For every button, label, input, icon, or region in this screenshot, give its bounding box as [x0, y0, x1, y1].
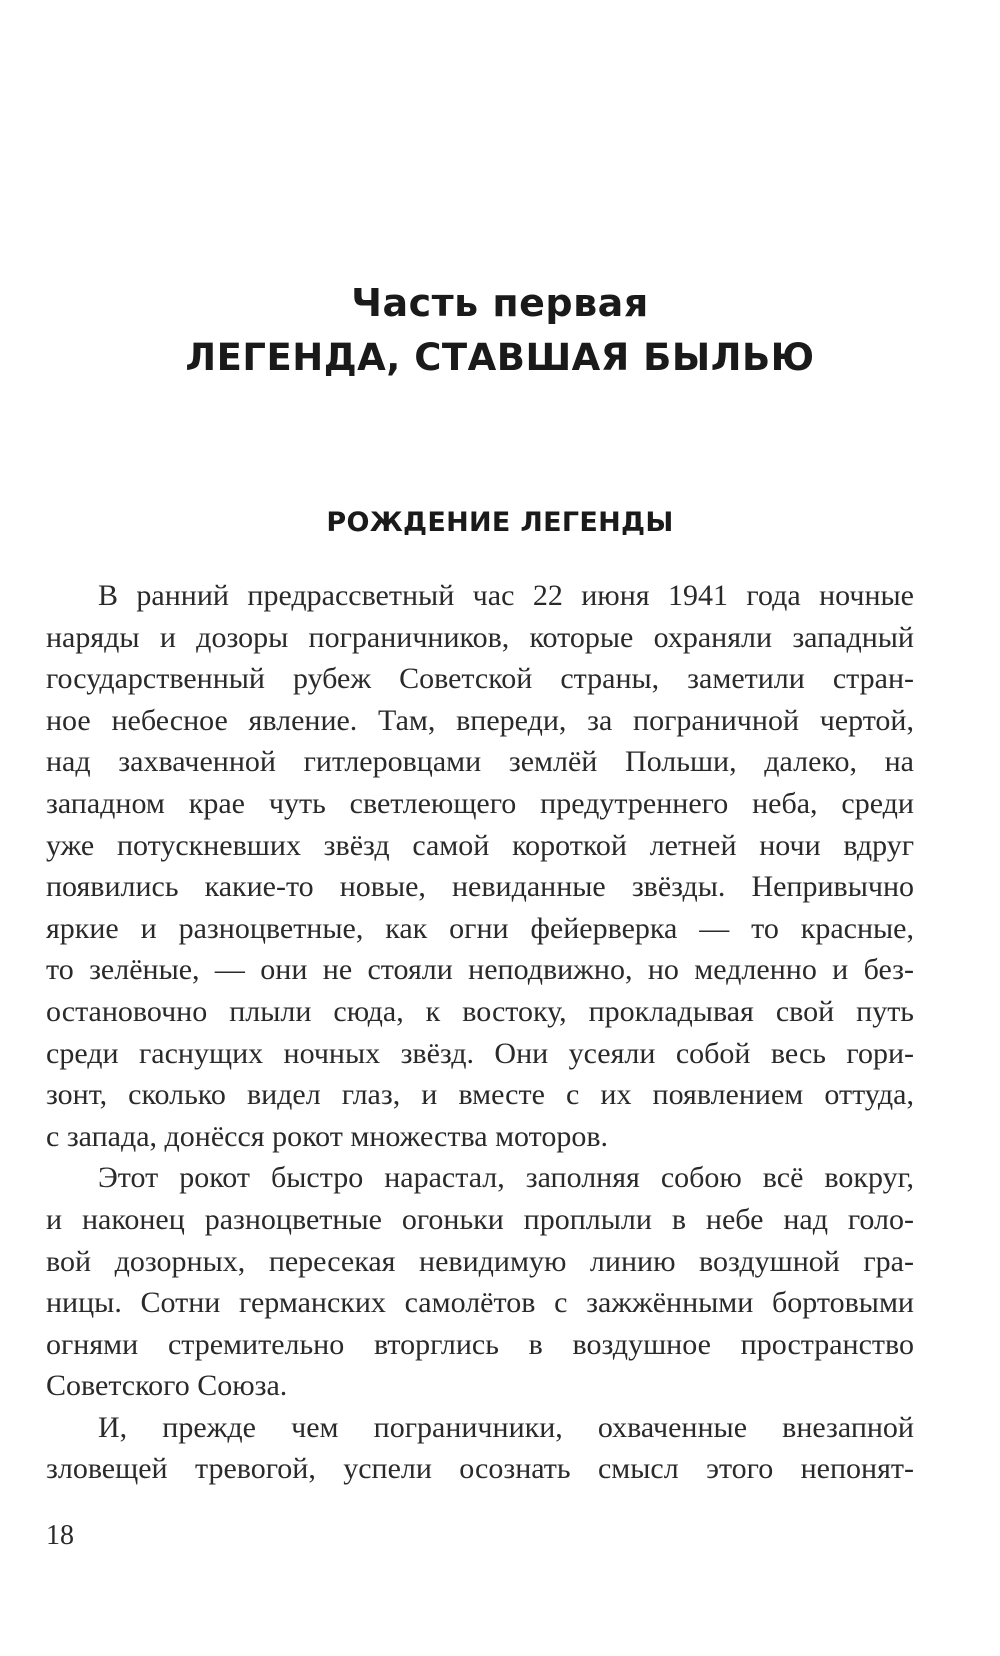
text-line: остановочно плыли сюда, к востоку, прокладывая свой путь — [46, 994, 914, 1028]
text-line: В ранний предрассветный час 22 июня 1941 года ночные — [98, 579, 914, 612]
text-line: ницы. Сотни германских самолётов с зажжёнными бортовыми — [46, 1286, 914, 1320]
text-line: вой дозорных, пересекая невидимую линию воздушной гра- — [46, 1244, 914, 1278]
text-line: появились какие-то новые, невиданные звёзды. Непривычно — [46, 870, 914, 904]
text-line: наряды и дозоры пограничников, которые охраняли западный — [46, 620, 914, 654]
text-line: и наконец разноцветные огоньки проплыли в небе над голо- — [46, 1202, 914, 1236]
text-line: Советского Союза. — [46, 1369, 288, 1403]
text-line: зловещей тревогой, успели осознать смысл этого непонят- — [46, 1452, 914, 1486]
text-line: зонт, сколько видел глаз, и вместе с их появлением оттуда, — [46, 1078, 914, 1112]
text-line: над захваченной гитлеровцами землёй Польши, далеко, на — [46, 745, 914, 779]
text-line: огнями стремительно вторглись в воздушное пространство — [46, 1327, 914, 1361]
text-line: государственный рубеж Советской страны, заметили стран- — [46, 662, 914, 696]
text-line: среди гаснущих ночных звёзд. Они усеяли собой весь гори- — [46, 1036, 914, 1070]
body-text — [46, 575, 914, 1490]
text-line: уже потускневших звёзд самой короткой летней ночи вдруг — [46, 828, 914, 862]
text-line: Этот рокот быстро нарастал, заполняя собою всё вокруг, — [98, 1161, 914, 1195]
part-label: Часть первая — [351, 281, 649, 325]
text-line: яркие и разноцветные, как огни фейерверка — то красные, — [46, 911, 914, 945]
text-line: западном крае чуть светлеющего предутреннего неба, среди — [46, 786, 914, 820]
text-line: то зелёные, — они не стояли неподвижно, но медленно и без- — [46, 953, 914, 987]
text-line: с запада, донёсся рокот множества моторов. — [46, 1119, 609, 1153]
text-line: ное небесное явление. Там, впереди, за пограничной чертой, — [46, 703, 914, 737]
page-number: 18 — [46, 1520, 74, 1551]
part-header — [0, 276, 1000, 384]
text-line: И, прежде чем пограничники, охваченные внезапной — [98, 1410, 914, 1444]
chapter-title: РОЖДЕНИЕ ЛЕГЕНДЫ — [326, 507, 674, 538]
part-title: ЛЕГЕНДА, СТАВШАЯ БЫЛЬЮ — [185, 336, 815, 379]
